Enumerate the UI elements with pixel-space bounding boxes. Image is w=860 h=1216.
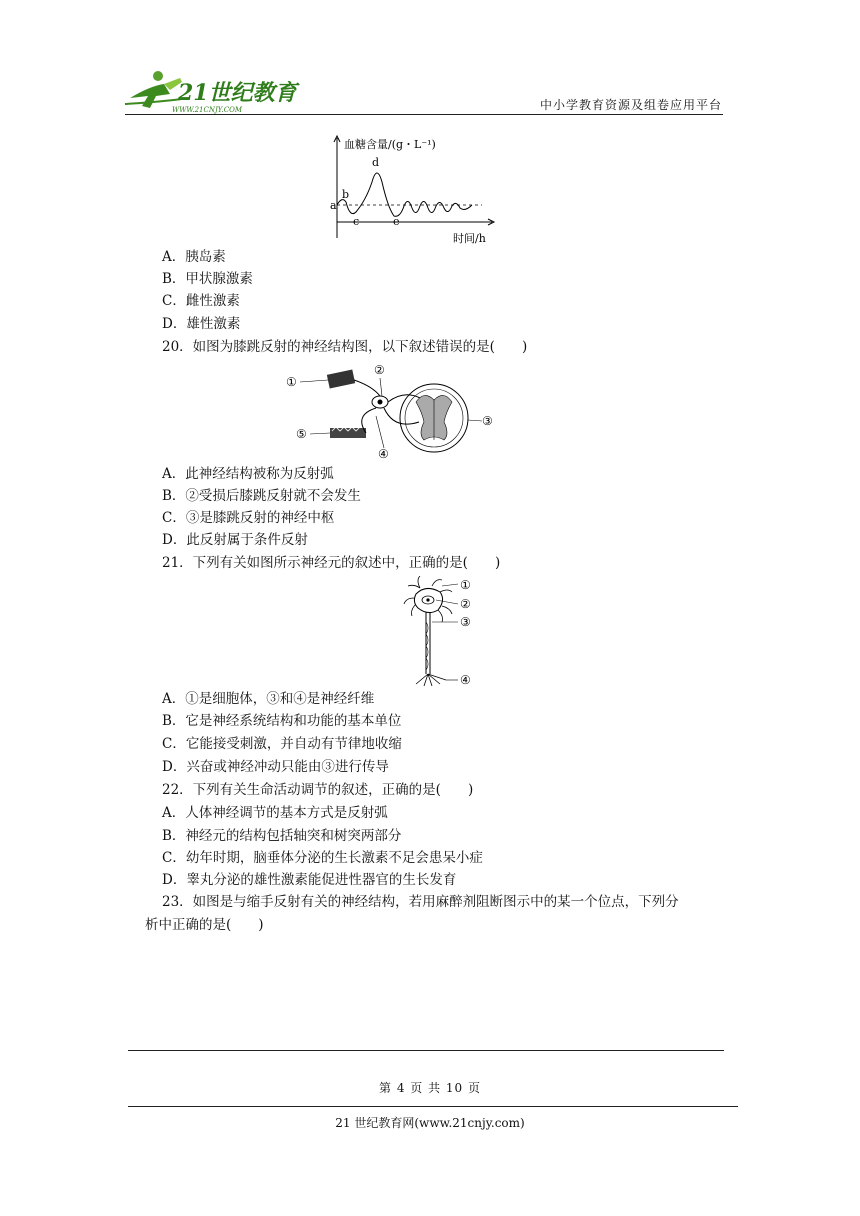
q20-option-b: B．②受损后膝跳反射就不会发生 [162,488,361,504]
site-logo [120,68,300,120]
q21-option-b: B．它是神经系统结构和功能的基本单位 [162,713,402,729]
point-d: d [372,156,380,169]
q20-option-d: D．此反射属于条件反射 [162,532,308,548]
footer-site: 21 世纪教育网(www.21cnjy.com) [335,1116,525,1130]
q20-stem: 20．如图为膝跳反射的神经结构图，以下叙述错误的是( ) [162,339,528,355]
neuron-diagram [396,576,496,692]
point-e: e [393,215,400,228]
platform-title: 中小学教育资源及组卷应用平台 [539,98,722,112]
q21-label-2: ② [460,597,471,611]
q21-label-4: ④ [460,673,471,687]
runner-logo-icon [120,68,300,120]
blood-sugar-graph [320,130,500,248]
knee-reflex-diagram [284,360,504,460]
q22-option-a: A．人体神经调节的基本方式是反射弧 [162,805,388,821]
q19-option-d: D．雄性激素 [162,316,241,332]
q22-option-d: D．睾丸分泌的雄性激素能促进性器官的生长发育 [162,872,457,888]
logo-url: WWW.21CNJY.COM [172,106,242,114]
q22-option-b: B．神经元的结构包括轴突和树突两部分 [162,828,402,844]
q20-label-4: ④ [378,447,389,460]
q22-stem: 22．下列有关生命活动调节的叙述，正确的是( ) [162,782,474,798]
q21-option-c: C．它能接受刺激，并自动有节律地收缩 [162,736,402,752]
q21-label-3: ③ [460,615,471,629]
footer-divider-top [128,1050,724,1051]
graph-xlabel: 时间/h [453,232,486,245]
point-b: b [342,188,350,201]
q23-stem-line2: 析中正确的是( ) [145,917,264,933]
q22-option-c: C．幼年时期，脑垂体分泌的生长激素不足会患呆小症 [162,850,483,866]
q21-option-a: A．①是细胞体，③和④是神经纤维 [162,691,375,707]
q21-stem: 21．下列有关如图所示神经元的叙述中，正确的是( ) [162,555,501,571]
q20-label-5: ⑤ [296,427,307,441]
header-divider [125,114,723,115]
logo-text: 21世纪教育 [178,80,297,106]
q20-label-3: ③ [482,414,493,428]
q19-option-a: A．胰岛素 [162,249,226,265]
q20-label-1: ① [286,375,297,389]
q21-label-1: ① [460,578,471,592]
q19-option-b: B．甲状腺激素 [162,271,253,287]
q23-stem-line1: 23．如图是与缩手反射有关的神经结构，若用麻醉剂阻断图示中的某一个位点，下列分 [162,894,679,910]
q21-option-d: D．兴奋或神经冲动只能由③进行传导 [162,759,389,775]
q20-label-2: ② [374,363,385,377]
q20-option-c: C．③是膝跳反射的神经中枢 [162,510,335,526]
q19-option-c: C．雌性激素 [162,293,240,309]
footer-divider-bottom [128,1106,738,1107]
q20-option-a: A．此神经结构被称为反射弧 [162,466,334,482]
point-c: c [353,215,360,228]
graph-ylabel: 血糖含量/(g・L⁻¹) [344,138,436,151]
page-number: 第 4 页 共 10 页 [379,1081,481,1095]
point-a: a [330,199,337,212]
